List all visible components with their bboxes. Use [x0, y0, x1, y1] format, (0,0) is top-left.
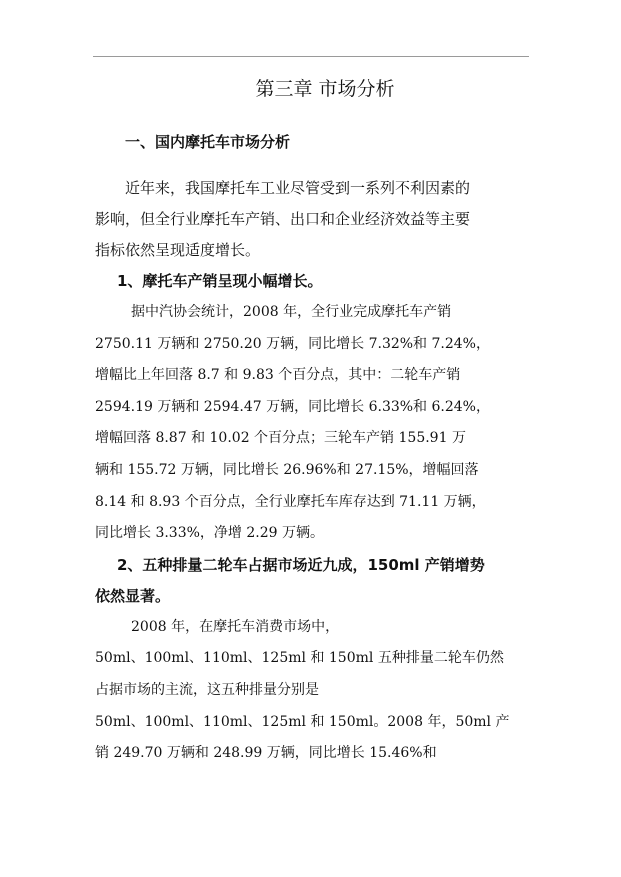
paragraph-line: 占据市场的主流，这五种排量分别是 — [95, 681, 319, 698]
subsection-1-paragraph — [95, 297, 535, 550]
subsection-heading-2-line: 依然显著。 — [95, 586, 171, 605]
intro-line: 指标依然呈现适度增长。 — [95, 241, 261, 259]
header-rule — [93, 56, 529, 57]
paragraph-line: 销 249.70 万辆和 248.99 万辆，同比增长 15.46%和 — [95, 745, 437, 762]
paragraph-line: 2008 年，在摩托车消费市场中， — [131, 618, 340, 635]
section-heading: 一、国内摩托车市场分析 — [125, 133, 291, 151]
paragraph-line: 2750.11 万辆和 2750.20 万辆，同比增长 7.32%和 7.24%， — [95, 335, 490, 352]
paragraph-line: 据中汽协会统计，2008 年，全行业完成摩托车产销 — [131, 304, 452, 320]
subsection-heading-2 — [95, 550, 535, 612]
intro-paragraph — [95, 173, 535, 266]
document-body — [95, 76, 535, 770]
paragraph-line: 50ml、100ml、110ml、125ml 和 150ml 五种排量二轮车仍然 — [95, 650, 504, 667]
paragraph-line: 2594.19 万辆和 2594.47 万辆，同比增长 6.33%和 6.24%， — [95, 398, 490, 415]
paragraph-line: 50ml、100ml、110ml、125ml 和 150ml。2008 年，50ml 产 — [95, 713, 510, 730]
paragraph-line: 增幅比上年回落 8.7 和 9.83 个百分点，其中：二轮车产销 — [95, 367, 461, 384]
subsection-heading-2-line: 2、五种排量二轮车占据市场近九成，150ml 产销增势 — [117, 555, 485, 574]
chapter-title: 第三章 市场分析 — [255, 78, 395, 100]
paragraph-line: 同比增长 3.33%，净增 2.29 万辆。 — [95, 525, 324, 542]
paragraph-line: 增幅回落 8.87 和 10.02 个百分点；三轮车产销 155.91 万 — [95, 430, 466, 447]
subsection-heading-1: 1、摩托车产销呈现小幅增长。 — [117, 272, 323, 290]
intro-line: 近年来，我国摩托车工业尽管受到一系列不利因素的 — [125, 179, 471, 197]
paragraph-line: 辆和 155.72 万辆，同比增长 26.96%和 27.15%，增幅回落 — [95, 461, 479, 478]
subsection-2-paragraph — [95, 612, 535, 770]
paragraph-line: 8.14 和 8.93 个百分点，全行业摩托车库存达到 71.11 万辆， — [95, 493, 486, 510]
intro-line: 影响，但全行业摩托车产销、出口和企业经济效益等主要 — [95, 210, 471, 228]
